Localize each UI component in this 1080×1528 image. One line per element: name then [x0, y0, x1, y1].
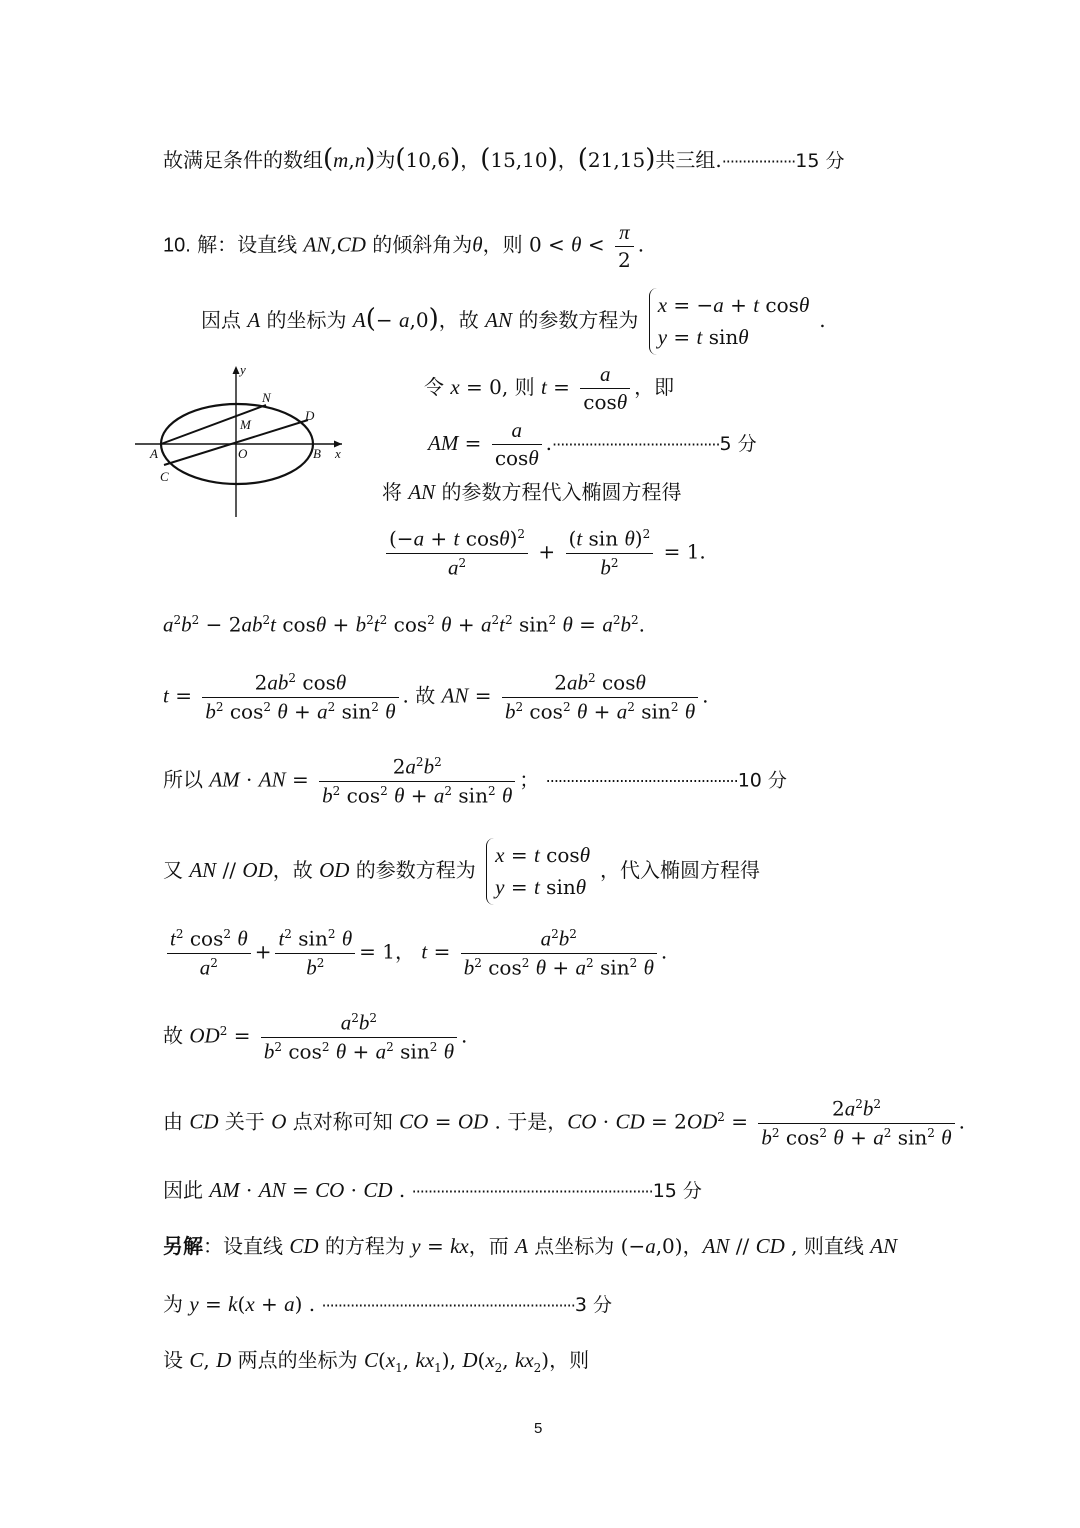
- label-A: A: [150, 446, 158, 461]
- score-10: 10 分: [737, 769, 787, 792]
- ellipse-eq-line: $\frac{(-a + t \cos\theta)^2}{a^2}$ + $\frac{(t \sin \theta)^2}{b^2}$ = 1.: [382, 528, 706, 578]
- t-eq-line: t = $\frac{2ab^2 \cos\theta}{b^2 \cos^2 \theta + a^2 \sin^2 \theta}$ . 故 AN = $\frac{2ab^2 \cos\theta}{b^2 \cos^2 \theta + a^2 \sin^2 \theta}$ .: [163, 670, 709, 724]
- label-C: C: [160, 469, 169, 484]
- alt-line-2: 为 y = k(x + a) . ······························································3 分: [163, 1292, 612, 1316]
- am-line: AM = $\frac{a}{\cos\theta}$ .·········································5 分: [428, 418, 757, 470]
- label-M: M: [240, 417, 251, 432]
- page-number: 5: [534, 1420, 543, 1437]
- let-x0-line: 令 x = 0, 则 t = $\frac{a}{\cos\theta}$ ，即: [424, 362, 675, 414]
- od-sub-line: $\frac{t^2 \cos^2 \theta}{a^2}$ + $\frac{t^2 \sin^2 \theta}{b^2}$ = 1， t = $\frac{a^2b^2}{b^2 \cos^2 \theta + a^2 \sin^2 \theta}$ .: [163, 928, 667, 978]
- score-15-a: 15 分: [795, 150, 845, 172]
- symmetry-line: 由 CD 关于 O 点对称可知 CO = OD . 于是，CO · CD = $2OD^2$ = $\frac{2a^2b^2}{b^2 \cos^2 \theta + a^2 \sin^2 \theta}$ .: [163, 1096, 965, 1150]
- label-D: D: [305, 408, 315, 423]
- substitute-line: 将 AN 的参数方程代入椭圆方程得: [382, 480, 682, 504]
- cd-coords-line: 设 C, D 两点的坐标为 $C(x_1$, $kx_1$), $D(x_2$, $kx_2$)，则: [163, 1348, 590, 1375]
- od-sq-line: 故 $OD^2$ = $\frac{a^2b^2}{b^2 \cos^2 \theta + a^2 \sin^2 \theta}$ .: [163, 1010, 468, 1064]
- conclusion-line: 因此 AM · AN = CO · CD . ···························································15 分: [163, 1178, 702, 1202]
- leader-dots: ··················: [721, 152, 796, 171]
- ellipse-figure: [130, 362, 350, 522]
- q10-intro: 10. 解：设直线 AN,CD 的倾斜角为θ，则 0 < θ < $\frac{\pi}{2}$ .: [163, 220, 645, 272]
- label-y: y: [240, 362, 246, 377]
- label-N: N: [262, 390, 271, 405]
- alt-label: 另解: [163, 1234, 203, 1258]
- label-x: x: [335, 446, 341, 461]
- expand-line: $a^2b^2 - 2ab^2t$ $\cos\theta + b^2t^2$ $\cos^2 \theta + a^2t^2$ $\sin^2 \theta = a^2b^2$.: [163, 612, 645, 637]
- od-param-system: x = t cosθ y = t sinθ: [486, 838, 596, 905]
- label-B: B: [313, 446, 321, 461]
- product-line: 所以 AM · AN = $\frac{2a^2b^2}{b^2 \cos^2 \theta + a^2 \sin^2 \theta}$ ； ···············································10 分: [163, 754, 787, 808]
- text: 故满足条件的数组: [163, 148, 323, 172]
- param-an-line: 因点 A 的坐标为 A(− a,0)，故 AN 的参数方程为 x = −a + t cosθ y = t sinθ .: [201, 288, 826, 355]
- score-15-b: 15 分: [652, 1180, 702, 1202]
- od-param-line: 又 AN // OD，故 OD 的参数方程为 x = t cosθ y = t sinθ ，代入椭圆方程得: [163, 838, 760, 905]
- q10-label: 10.: [163, 234, 191, 257]
- alt-line-1: 另解：设直线 CD 的方程为 y = kx，而 A 点坐标为 (−a,0)，AN // CD , 则直线 AN: [163, 1234, 898, 1258]
- an-param-system: x = −a + t cosθ y = t sinθ: [649, 288, 816, 355]
- score-3: 3 分: [574, 1294, 612, 1316]
- score-5: 5 分: [719, 433, 757, 455]
- label-O: O: [238, 446, 248, 461]
- pi-over-2: $\frac{\pi}{2}$: [615, 222, 634, 270]
- answer-line-1: 故满足条件的数组(m,n)为(10,6)，(15,10)，(21,15)共三组.··················15 分: [163, 144, 845, 174]
